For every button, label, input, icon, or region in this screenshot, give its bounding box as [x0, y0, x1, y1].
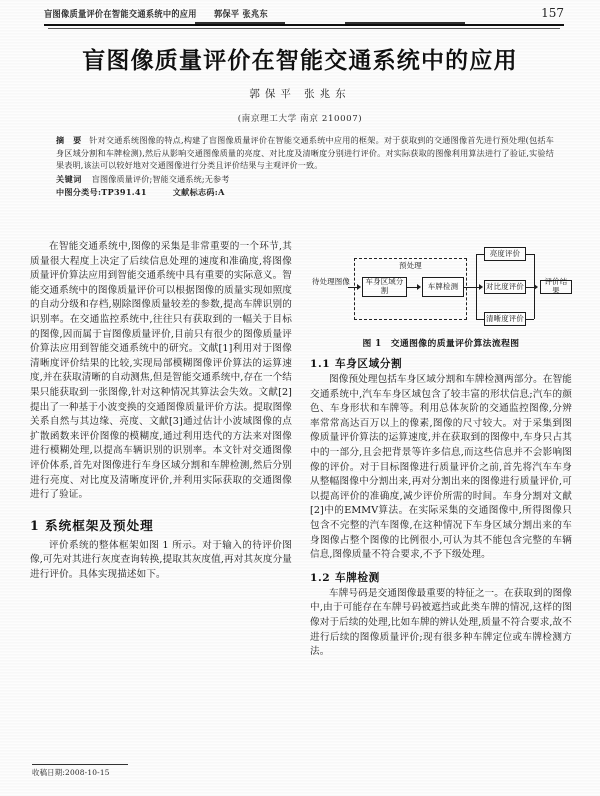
right-column [310, 240, 572, 756]
scan-smudge-a [195, 22, 285, 26]
section-1-number: 1 [30, 517, 40, 533]
edge-sharpness-to-bus [526, 319, 534, 320]
abstract-paragraph [56, 134, 554, 172]
node-brightness-eval: 亮度评价 [484, 247, 526, 261]
figure-1-number: 图 1 [362, 339, 382, 349]
edge-bus-to-brightness [476, 254, 484, 255]
section-heading-1-1 [310, 356, 572, 371]
node-sharpness-eval: 清晰度评价 [484, 312, 526, 326]
edge-input-to-seg [348, 287, 357, 288]
header-rule [44, 24, 564, 26]
header-rule-thin [48, 28, 560, 29]
running-head-left [44, 9, 268, 21]
preprocess-group-label: 预处理 [399, 261, 422, 270]
author-list: 郭保平 张兆东 [249, 88, 351, 100]
right-paragraph-2: 车牌号码是交通图像最重要的特征之一。在获取到的图像中,由于可能存在车牌号码被遮挡或此类车牌的情况,这样的图像对于后续的处理,比如车牌的辨认处理,质量不符合要求,故不进行后续的图像质量评价;现有很多种车牌定位或车牌检测方法。 [310, 587, 572, 658]
node-contrast-eval: 对比度评价 [484, 280, 526, 294]
arrow-seg-to-plate [417, 284, 421, 290]
clc-value: TP391.41 [101, 187, 147, 198]
abstract-label: 摘 要 [56, 135, 85, 145]
doc-code-label: 文献标志码 [172, 187, 215, 198]
edge-brightness-to-bus [526, 254, 534, 255]
node-plate-detection: 车牌检测 [422, 277, 464, 297]
keywords-text: 盲图像质量评价;智能交通系统;无参考 [91, 173, 230, 184]
keywords-paragraph [56, 173, 554, 186]
edge-bus-to-sharpness [476, 319, 484, 320]
page-title: 盲图像质量评价在智能交通系统中的应用 [82, 47, 518, 74]
abstract-block [56, 134, 554, 200]
arrow-bus-to-result [534, 284, 538, 290]
figure-1-caption-text: 交通图像的质量评价算法流程图 [390, 339, 520, 349]
body-columns [30, 240, 572, 756]
node-evaluation-result: 评价结果 [540, 280, 572, 294]
footnote-rule [32, 764, 128, 765]
affiliation: (南京理工大学 南京 210007) [237, 114, 363, 124]
running-head [44, 6, 564, 22]
right-paragraph-1: 图像预处理包括车身区域分割和车牌检测两部分。在智能交通系统中,汽车车身区域包含了较丰富的形状信息;汽车的颜色、车身形状和车牌等。利用总体灰阶的交通监控图像,分辨率常常高达百万以上的像素,图像的尺寸较大。对于采集到图像质量评价算法的运算速度,并在获取到的图像中,车身只占其中的一部分,且会把背景等许多信息,而这些信息并不会影响图像的评价。对于目标图像进行质量评价之前,首先将汽车车身从整幅图像中分割出来,再对分割出来的图像进行质量评价,可以提高评价的准确度,减少评价所需的时间。车身分割对文献[2]中的EMMV算法。在实际采集的交通图像中,所得图像只包含不完整的汽车图像,在这种情况下车身区域分割出来的车身图像占整个图像的比例很小,可认为其不能包含完整的车辆信息,图像质量不符合要求,不予下级处理。 [310, 374, 572, 561]
edge-contrast-to-bus [526, 287, 534, 288]
section-1-2-title: 车牌检测 [335, 571, 380, 584]
node-vehicle-segmentation: 车身区域分割 [362, 277, 407, 297]
section-heading-1 [30, 515, 292, 534]
doc-code-value: A [218, 187, 225, 198]
running-head-authors: 郭保平 张兆东 [213, 8, 269, 20]
section-heading-1-2 [310, 570, 572, 585]
classification-line: 中图分类号:TP391.41 文献标志码:A [56, 187, 225, 198]
scan-smudge-b [345, 22, 465, 26]
left-paragraph-1: 在智能交通系统中,图像的采集是非常重要的一个环节,其质量很大程度上决定了后续信息处理的速度和准确度,将图像质量评价算法应用到智能交通系统中具有重要的实际意义。智能交通系统中的图像质量评价可以根据图像的质量实现如照度的自动分级和存档,剔除图像质量较差的参数,提高车牌识别的识别率。在交通监控系统中,往往只有获取到的一幅关于目标的图像,因而属于盲图像质量评价,目前只有很少的图像质量评价算法应用到智能交通系统中的研究。文献[1]利用对于图像清晰度评价结果的比较,实现局部模糊图像评价算法的运算速度,并在获取清晰的自动测焦,但是智能交通系统中,存在一个结果只能获取到一张图像,针对这种情况其算法会失效。文献[2]提出了一种基于小波变换的交通图像质量评价方法。提取图像关系自然与其边缘、亮度、文献[3]通过估计小波域图像的点扩散函数来评价图像的模糊度,通过利用迭代的方法来对图像进行模糊处理,以提高车辆识别的识别率。本文针对交通图像评价体系,首先对图像进行车身区域分割和车牌检测,然后分别进行亮度、对比度及清晰度评价,并利用实际获取的交通图像进行了验证。 [30, 241, 292, 501]
page-number: 157 [541, 6, 564, 20]
clc-label: 中图分类号 [56, 187, 98, 198]
arrow-input-to-seg [357, 284, 361, 290]
figure-1-caption [310, 336, 572, 349]
figure-1-diagram [310, 242, 572, 334]
section-1-1-title: 车身区域分割 [335, 358, 403, 370]
edge-seg-to-plate [407, 287, 417, 288]
section-1-title: 系统框架及预处理 [45, 517, 154, 533]
left-paragraph-2: 评价系统的整体框架如图 1 所示。对于输入的待评价图像,可先对其进行灰度查询转换,提取其灰度值,再对其灰度分量进行评价。具体实现描述如下。 [30, 539, 292, 580]
running-head-title: 盲图像质量评价在智能交通系统中的应用 [44, 8, 197, 20]
bus-fanout-left [476, 254, 477, 319]
keywords-label: 关键词 [56, 173, 82, 184]
section-1-2-number: 1.2 [310, 571, 331, 584]
arrow-plate-to-contrast [479, 284, 483, 290]
section-1-1-number: 1.1 [310, 358, 331, 370]
footnote-received-date: 收稿日期:2008-10-15 [32, 768, 110, 777]
left-column [30, 240, 292, 756]
abstract-text: 针对交通系统图像的特点,构建了盲图像质量评价在智能交通系统中应用的框架。对于获取到的交通图像首先进行预处理(包括车身区域分割和车牌检测),然后从影响交通图像质量的亮度、对比度及清晰度分别进行评价。对实际获取的图像利用算法进行了验证,实验结果表明,该法可以较好地对交通图像进行分类且评价结果与主观评价一致。 [56, 135, 554, 171]
input-image-label: 待处理图像 [312, 277, 350, 286]
